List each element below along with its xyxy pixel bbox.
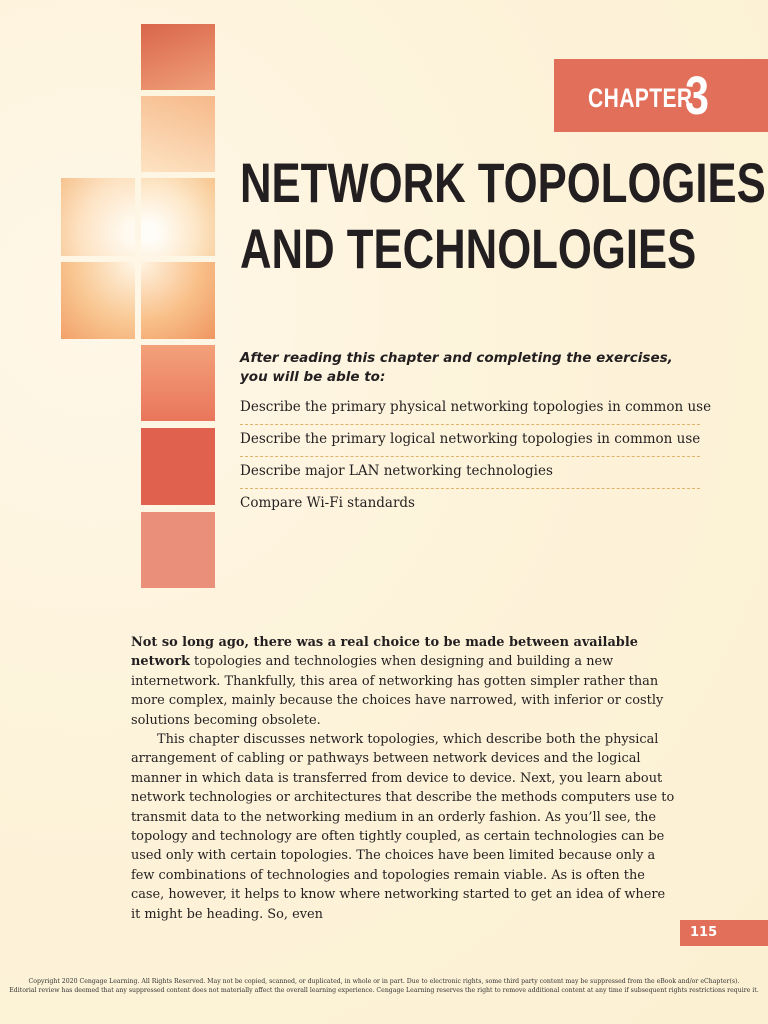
body-paragraph (131, 633, 676, 730)
decorative-tile (141, 178, 215, 256)
body-paragraph: This chapter discusses network topologies, which describe both the physical arrangement of cabling or pathways between network devices and the logical manner in which data is transferred from device to device. Next, you learn about network technologies or architectures that describe the methods computers use to transmit data to the networking medium in an orderly fashion. As you’ll see, the topology and technology are often tightly coupled, as certain technologies can be used only with certain topologies. The choices have been limited because only a few combinations of technologies and topologies remain viable. As is often the case, however, it helps to know where networking started to get an idea of where it might be heading. So, even (131, 732, 675, 922)
decorative-tile (141, 24, 215, 90)
chapter-title-line: NETWORK TOPOLOGIES (240, 151, 766, 214)
decorative-tile (141, 512, 215, 588)
objective-item: Describe the primary logical networking topologies in common use (240, 426, 700, 457)
decorative-tile (141, 262, 215, 339)
copyright-line: Editorial review has deemed that any suppressed content does not materially affect the overall learning experience. Cengage Learning reserves the right to remove additional content at any time if subsequent rights restrictions require it. (9, 987, 759, 994)
page-number: 115 (680, 920, 768, 946)
copyright-line: Copyright 2020 Cengage Learning. All Rights Reserved. May not be copied, scanned, or duplicated, in whole or in part. Due to electronic rights, some third party content may be suppressed from the eBook and/or eChapter(s). (28, 978, 740, 985)
decorative-tile (61, 178, 135, 256)
objective-item: Compare Wi-Fi standards (240, 495, 415, 511)
chapter-number: 3 (685, 66, 710, 126)
body-text (131, 633, 676, 924)
decorative-tile (141, 428, 215, 505)
objective-item: Describe the primary physical networking topologies in common use (240, 394, 700, 425)
copyright-notice (0, 977, 768, 995)
decorative-tile (61, 262, 135, 339)
chapter-title-line: AND TECHNOLOGIES (240, 217, 697, 280)
chapter-label: CHAPTER (588, 83, 693, 113)
objective-item: Describe major LAN networking technologies (240, 458, 700, 489)
objectives-list (240, 394, 712, 521)
objectives-intro: After reading this chapter and completing the exercises, you will be able to: (240, 350, 673, 385)
lead-in: Not so long ago, there was a real choice to be made between available network (131, 635, 638, 670)
chapter-title (240, 150, 766, 282)
decorative-tile (141, 96, 215, 172)
decorative-tile (141, 345, 215, 421)
chapter-badge (554, 59, 768, 132)
paragraph-text: topologies and technologies when designing and building a new internetwork. Thankfully, this area of networking has gotten simpler rather than more complex, mainly because the choices have narrowed, with inferior or costly solutions becoming obsolete. (131, 654, 664, 728)
